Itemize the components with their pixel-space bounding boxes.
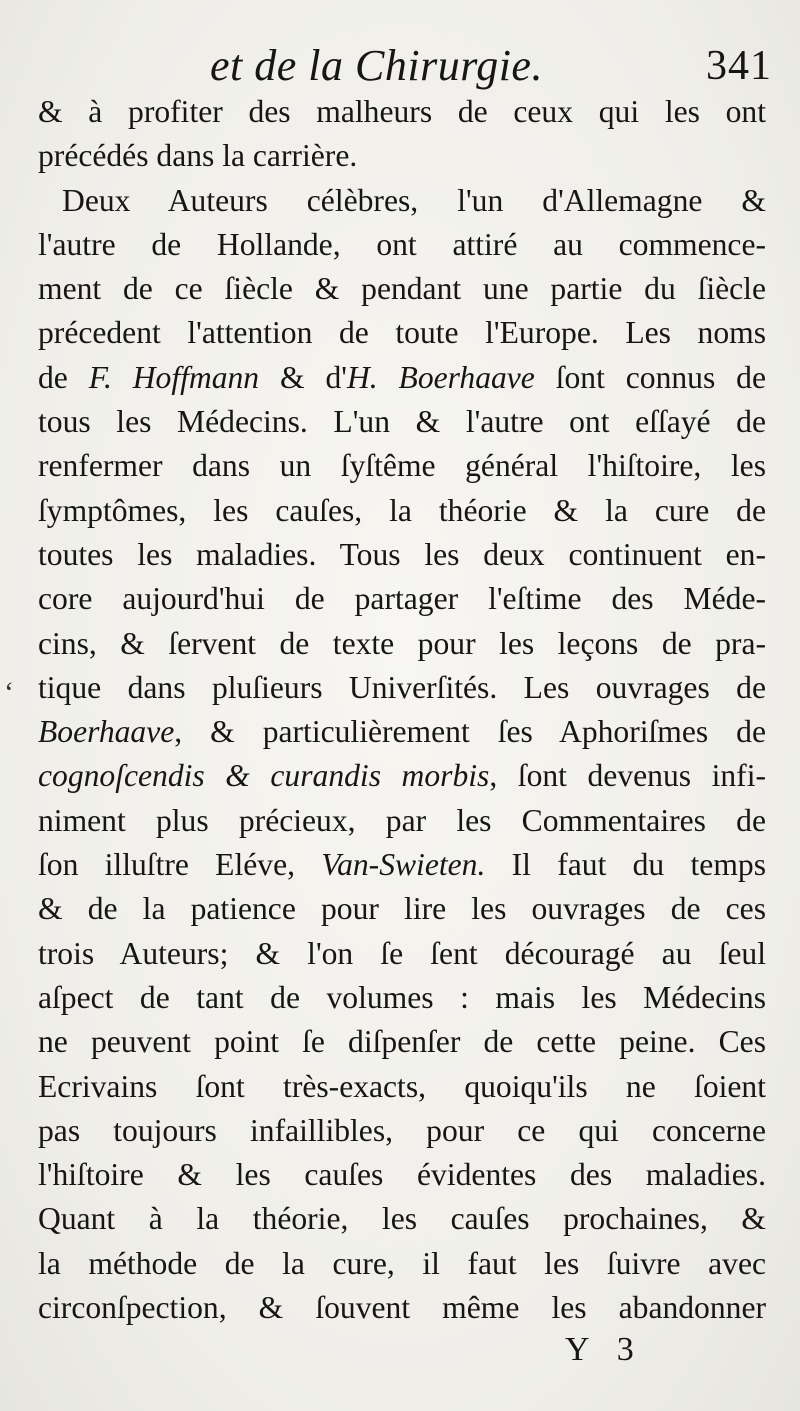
text-line: ne peuvent point ſe diſpenſer de cette peine. Ces xyxy=(38,1024,766,1060)
text-line xyxy=(38,843,766,887)
text-run: & d' xyxy=(259,359,347,395)
page-number: 341 xyxy=(706,43,772,89)
text-run: ſont connus de xyxy=(534,359,766,395)
text-line: tous les Médecins. L'un & l'autre ont eſſayé de xyxy=(38,404,766,440)
signature-mark: Y 3 xyxy=(565,1331,644,1368)
text-line: pas toujours infaillibles, pour ce qui concerne xyxy=(38,1112,766,1148)
text-run: Il faut du temps xyxy=(485,847,766,883)
margin-mark: ‘ xyxy=(4,676,14,709)
running-title: et de la Chirurgie. xyxy=(210,41,543,90)
text-line: circonſpection, & ſouvent même les abandonner xyxy=(38,1290,766,1326)
text-line: ſymptômes, les cauſes, la théorie & la cure de xyxy=(38,492,766,528)
text-line xyxy=(38,754,766,798)
text-line: core aujourd'hui de partager l'eſtime des Méde- xyxy=(38,581,766,617)
work-title: cognoſcendis & curandis morbis xyxy=(38,758,490,794)
text-run: de xyxy=(38,359,89,395)
text-line: & de la patience pour lire les ouvrages de ces xyxy=(38,891,766,927)
author-name-boerhaave: Boerhaave xyxy=(38,714,175,750)
text-line xyxy=(38,710,766,754)
text-line: l'hiſtoire & les cauſes évidentes des maladies. xyxy=(38,1157,766,1193)
page-header xyxy=(60,38,772,98)
text-line xyxy=(38,356,766,400)
text-run: , & particulièrement ſes Aphoriſmes de xyxy=(174,714,766,750)
text-line: trois Auteurs; & l'on ſe ſent découragé au ſeul xyxy=(38,935,766,971)
text-line: ment de ce ſiècle & pendant une partie du ſiècle xyxy=(38,271,766,307)
text-line: & à profiter des malheurs de ceux qui les ont xyxy=(38,94,766,129)
text-line: la méthode de la cure, il faut les ſuivre avec xyxy=(38,1245,766,1281)
text-run: , ſont devenus infi- xyxy=(489,758,766,794)
author-name-boerhaave: H. Boerhaave xyxy=(346,359,535,395)
text-line: Quant à la théorie, les cauſes prochaines, & xyxy=(38,1201,766,1237)
author-name-van-swieten: Van-Swieten. xyxy=(321,847,486,883)
text-line: toutes les maladies. Tous les deux continuent en- xyxy=(38,536,766,572)
text-line: aſpect de tant de volumes : mais les Médecins xyxy=(38,979,766,1015)
author-name-hoffmann: F. Hoffmann xyxy=(88,359,260,395)
text-line: précedent l'attention de toute l'Europe. Les noms xyxy=(38,315,766,351)
text-line: renfermer dans un ſyſtême général l'hiſtoire, les xyxy=(38,448,766,484)
text-line: Ecrivains ſont très-exacts, quoiqu'ils ne ſoient xyxy=(38,1068,766,1104)
body-text xyxy=(38,90,766,1330)
text-line: précédés dans la carrière. xyxy=(38,138,358,174)
text-run: ſon illuſtre Eléve, xyxy=(38,847,322,883)
text-line: Deux Auteurs célèbres, l'un d'Allemagne & xyxy=(62,182,766,218)
text-line: cins, & ſervent de texte pour les leçons de pra- xyxy=(38,625,766,661)
text-line: niment plus précieux, par les Commentaires de xyxy=(38,802,766,838)
text-line: l'autre de Hollande, ont attiré au commence- xyxy=(38,226,766,262)
text-line: tique dans pluſieurs Univerſités. Les ouvrages de xyxy=(38,669,766,705)
